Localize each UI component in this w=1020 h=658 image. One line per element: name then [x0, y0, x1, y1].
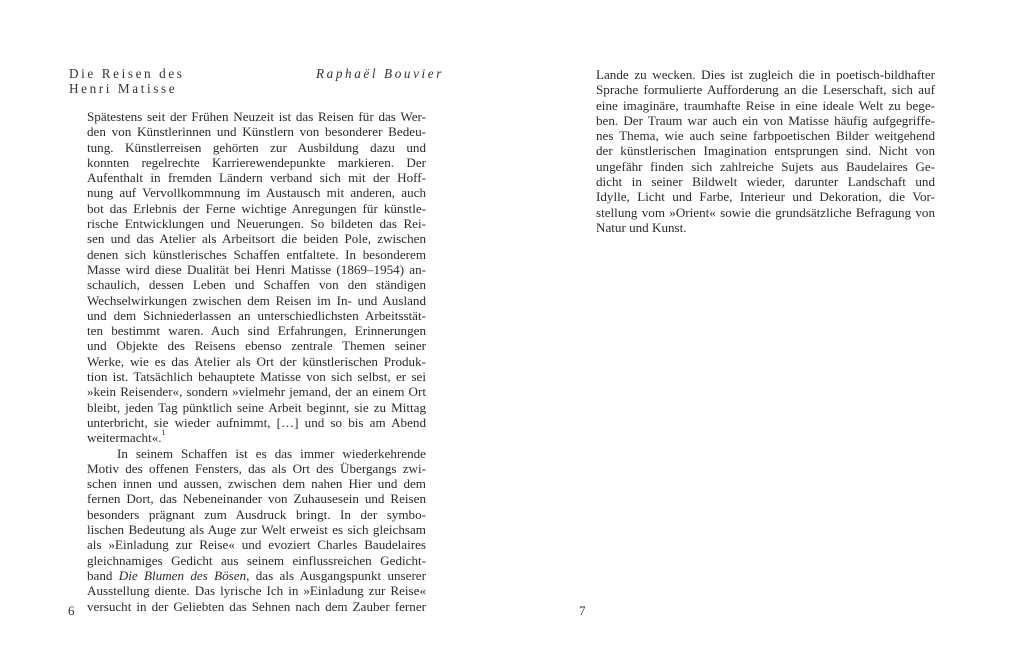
text-line: sen und das Atelier als Arbeitsort die beiden Pole, zwischen — [87, 231, 426, 247]
text-line: tion ist. Tatsächlich behauptete Matisse von sich selbst, er sei — [87, 369, 426, 385]
text-line: nes Thema, wie auch seine farbpoetischen Bilder weitgehend — [596, 128, 935, 144]
text-line: ten bestimmt waren. Auch sind Erfahrungen, Erinnerungen — [87, 323, 426, 339]
running-head-title — [69, 66, 185, 96]
book-title: Die Blumen des Bösen — [118, 567, 247, 583]
text-line: und Objekte des Reisens ebenso zentrale Themen seiner — [87, 338, 426, 354]
text-line: nung auf Vervollkommnung im Austausch mit anderen, auch — [87, 185, 426, 201]
text-line-content: band — [87, 567, 119, 583]
paragraph-first-line: In seinem Schaffen ist es das immer wiederkehrende — [117, 445, 426, 461]
text-line: und dem Sichniederlassen an unterschiedlichsten Arbeitsstät- — [87, 307, 426, 323]
text-line: als »Einladung zur Reise« und evoziert Charles Baudelaires — [87, 537, 426, 553]
text-line: Lande zu wecken. Dies ist zugleich die in poetisch-bildhafter — [596, 67, 935, 82]
text-line: Sprache formulierte Aufforderung an die Leserschaft, sich auf — [596, 82, 935, 98]
text-line: versucht in der Geliebten das Sehnen nach dem Zauber ferner — [87, 598, 426, 614]
text-line: stellung vom »Orient« sowie die grundsätzliche Befragung von — [596, 204, 935, 220]
text-line: der künstlerischen Imagination entsprungen sind. Nicht von — [596, 143, 935, 159]
left-body-text — [87, 109, 426, 614]
text-line: »kein Reisender«, sondern »vielmehr jemand, der an einem Ort — [87, 384, 426, 400]
text-line: ungefähr finden sich zahlreiche Sujets aus Baudelaires Ge- — [596, 158, 935, 174]
text-line: dicht in seiner Bildwelt wieder, darunter Landschaft und — [596, 174, 935, 190]
text-line: fernen Dort, das Nebeneinander von Zuhausesein und Reisen — [87, 491, 426, 507]
text-line: schen innen und aussen, zwischen dem nahen Hier und dem — [87, 476, 426, 492]
text-line: ben. Der Traum war auch ein von Matisse häufig aufgegriffe- — [596, 112, 935, 128]
running-head-title-line: Die Reisen des — [69, 66, 185, 81]
text-line: Werke, wie es das Atelier als Ort der künstlerischen Produk- — [87, 353, 426, 369]
text-line: Wechselwirkungen zwischen dem Reisen im In- und Ausland — [87, 292, 426, 308]
text-line: den von Künstlerinnen und Künstlern von besonderer Bedeu- — [87, 124, 426, 140]
text-line: schaulich, dessen Leben und Schaffen von den ständigen — [87, 277, 426, 293]
text-line: eine imaginäre, traumhafte Reise in eine ideale Welt zu bege- — [596, 97, 935, 113]
text-line: tung. Künstlerreisen gehörten zur Ausbildung dazu und — [87, 139, 426, 155]
text-line: unterbricht, sie wieder aufnimmt, […] und so bis am Abend — [87, 414, 426, 430]
running-head-title-line: Henri Matisse — [69, 81, 178, 96]
right-body-text — [596, 67, 935, 235]
right-page — [510, 0, 1020, 658]
text-line: gleichnamiges Gedicht aus seinem einflussreichen Gedicht- — [87, 552, 426, 568]
page-number: 7 — [579, 603, 586, 618]
text-line: denen sich künstlerisches Schaffen entfaltete. In besonderem — [87, 246, 426, 262]
text-line: Masse wird diese Dualität bei Henri Matisse (1869–1954) an- — [87, 261, 426, 277]
text-line: Idylle, Licht und Farbe, Interieur und Dekoration, die Vor- — [596, 189, 935, 205]
text-line: lischen Bedeutung als Auge zur Welt erweist es sich gleichsam — [87, 522, 426, 538]
text-line: Spätestens seit der Frühen Neuzeit ist das Reisen für das Wer- — [87, 109, 426, 124]
text-line: Aufenthalt in fremden Ländern verband sich mit der Hoff- — [87, 170, 426, 186]
text-line-content: weitermacht«. — [87, 430, 162, 446]
text-line: Ausstellung diente. Das lyrische Ich in »Einladung zur Reise« — [87, 583, 426, 599]
text-line: besonders prägnant zum Ausdruck bringt. In der symbo- — [87, 506, 426, 522]
text-line — [87, 568, 426, 583]
text-line: bleibt, jeden Tag pünktlich seine Arbeit beginnt, sie zu Mittag — [87, 399, 426, 415]
footnote-marker[interactable]: 1 — [161, 428, 166, 438]
text-line: bot das Erlebnis der Ferne wichtige Anregungen für künstle- — [87, 200, 426, 216]
text-line: Natur und Kunst. — [596, 219, 687, 235]
page-number: 6 — [68, 603, 75, 618]
text-line: rische Entwicklungen und Neuerungen. So bildeten das Rei- — [87, 216, 426, 232]
text-line — [87, 430, 426, 445]
text-line: Motiv des offenen Fensters, das als Ort des Übergangs zwi- — [87, 460, 426, 476]
text-line-content: , das als Ausgangspunkt unserer — [246, 567, 426, 583]
text-line: konnten regelrechte Karrierewendepunkte markieren. Der — [87, 154, 426, 170]
running-head-author: Raphaël Bouvier — [316, 66, 444, 81]
